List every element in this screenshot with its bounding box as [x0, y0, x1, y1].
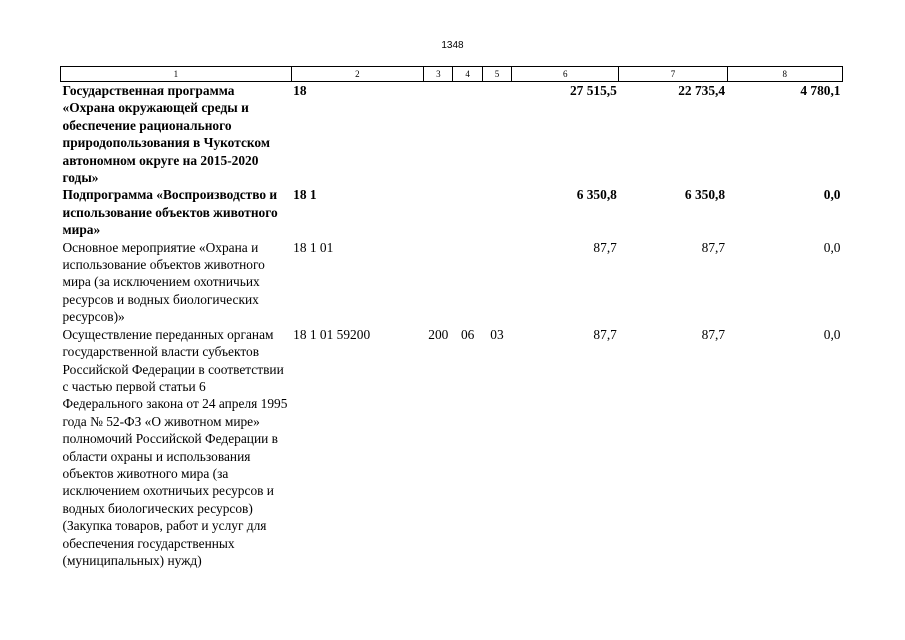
column-header: 6 — [512, 67, 619, 82]
amount-column-7: 87,7 — [701, 326, 726, 342]
item-name: Основное мероприятие «Охрана и использование объектов животного мира (за исключением охотничьих ресурсов и водных биологических ресурсов)» — [62, 239, 265, 325]
target-article-code: 18 — [293, 83, 307, 98]
item-name: Осуществление переданных органам государственной власти субъектов Российской Федерации в соответствии с частью первой статьи 6 Федерального закона от 24 апреля 1995 года № 52-ФЗ «О животном мире» полномочий Российской Федерации в области охраны и использования объектов животного мира (за исключением охотничьих ресурсов и водных биологических ресурсов) (Закупка товаров, работ и услуг для обеспечения государственных (муниципальных) нужд) — [62, 326, 288, 568]
amount-total: 87,7 — [593, 239, 617, 255]
amount-column-8: 4 780,1 — [800, 83, 841, 98]
expense-type-code — [424, 239, 453, 326]
section-code: 06 — [460, 326, 475, 342]
page-number: 1348 — [441, 40, 464, 51]
target-article-code: 18 1 01 59200 — [293, 326, 371, 342]
column-header: 7 — [619, 67, 727, 82]
subsection-code — [482, 186, 511, 238]
amount-column-8: 0,0 — [823, 239, 841, 255]
budget-table — [60, 66, 843, 569]
subsection-code — [482, 239, 511, 326]
column-number-row — [61, 67, 843, 82]
section-code — [453, 239, 482, 326]
amount-column-8: 0,0 — [823, 187, 841, 203]
table-row — [61, 82, 843, 187]
amount-column-7: 87,7 — [701, 239, 726, 255]
amount-column-8: 0,0 — [823, 326, 841, 342]
amount-total: 27 515,5 — [569, 83, 617, 98]
amount-column-7: 6 350,8 — [684, 187, 726, 203]
amount-column-7: 22 735,4 — [678, 83, 726, 98]
expense-type-code — [424, 186, 453, 238]
target-article-code: 18 1 — [293, 187, 317, 203]
column-header: 4 — [453, 67, 482, 82]
subsection-code: 03 — [490, 326, 504, 342]
column-header: 1 — [61, 67, 292, 82]
subsection-code — [482, 82, 511, 187]
target-article-code: 18 1 01 — [293, 239, 334, 255]
column-header: 8 — [727, 67, 842, 82]
amount-total: 6 350,8 — [576, 187, 617, 203]
column-header: 5 — [482, 67, 511, 82]
column-header: 2 — [291, 67, 424, 82]
table-row — [61, 239, 843, 326]
section-code — [453, 186, 482, 238]
column-header: 3 — [424, 67, 453, 82]
section-code — [453, 82, 482, 187]
item-name: Подпрограмма «Воспроизводство и использование объектов животного мира» — [62, 187, 278, 238]
expense-type-code: 200 — [428, 326, 449, 342]
item-name: Государственная программа «Охрана окружающей среды и обеспечение рационального природопользования в Чукотском автономном округе на 2015-2020 годы» — [62, 83, 270, 186]
table-row — [61, 326, 843, 570]
table-row — [61, 186, 843, 238]
expense-type-code — [424, 82, 453, 187]
amount-total: 87,7 — [593, 326, 617, 342]
